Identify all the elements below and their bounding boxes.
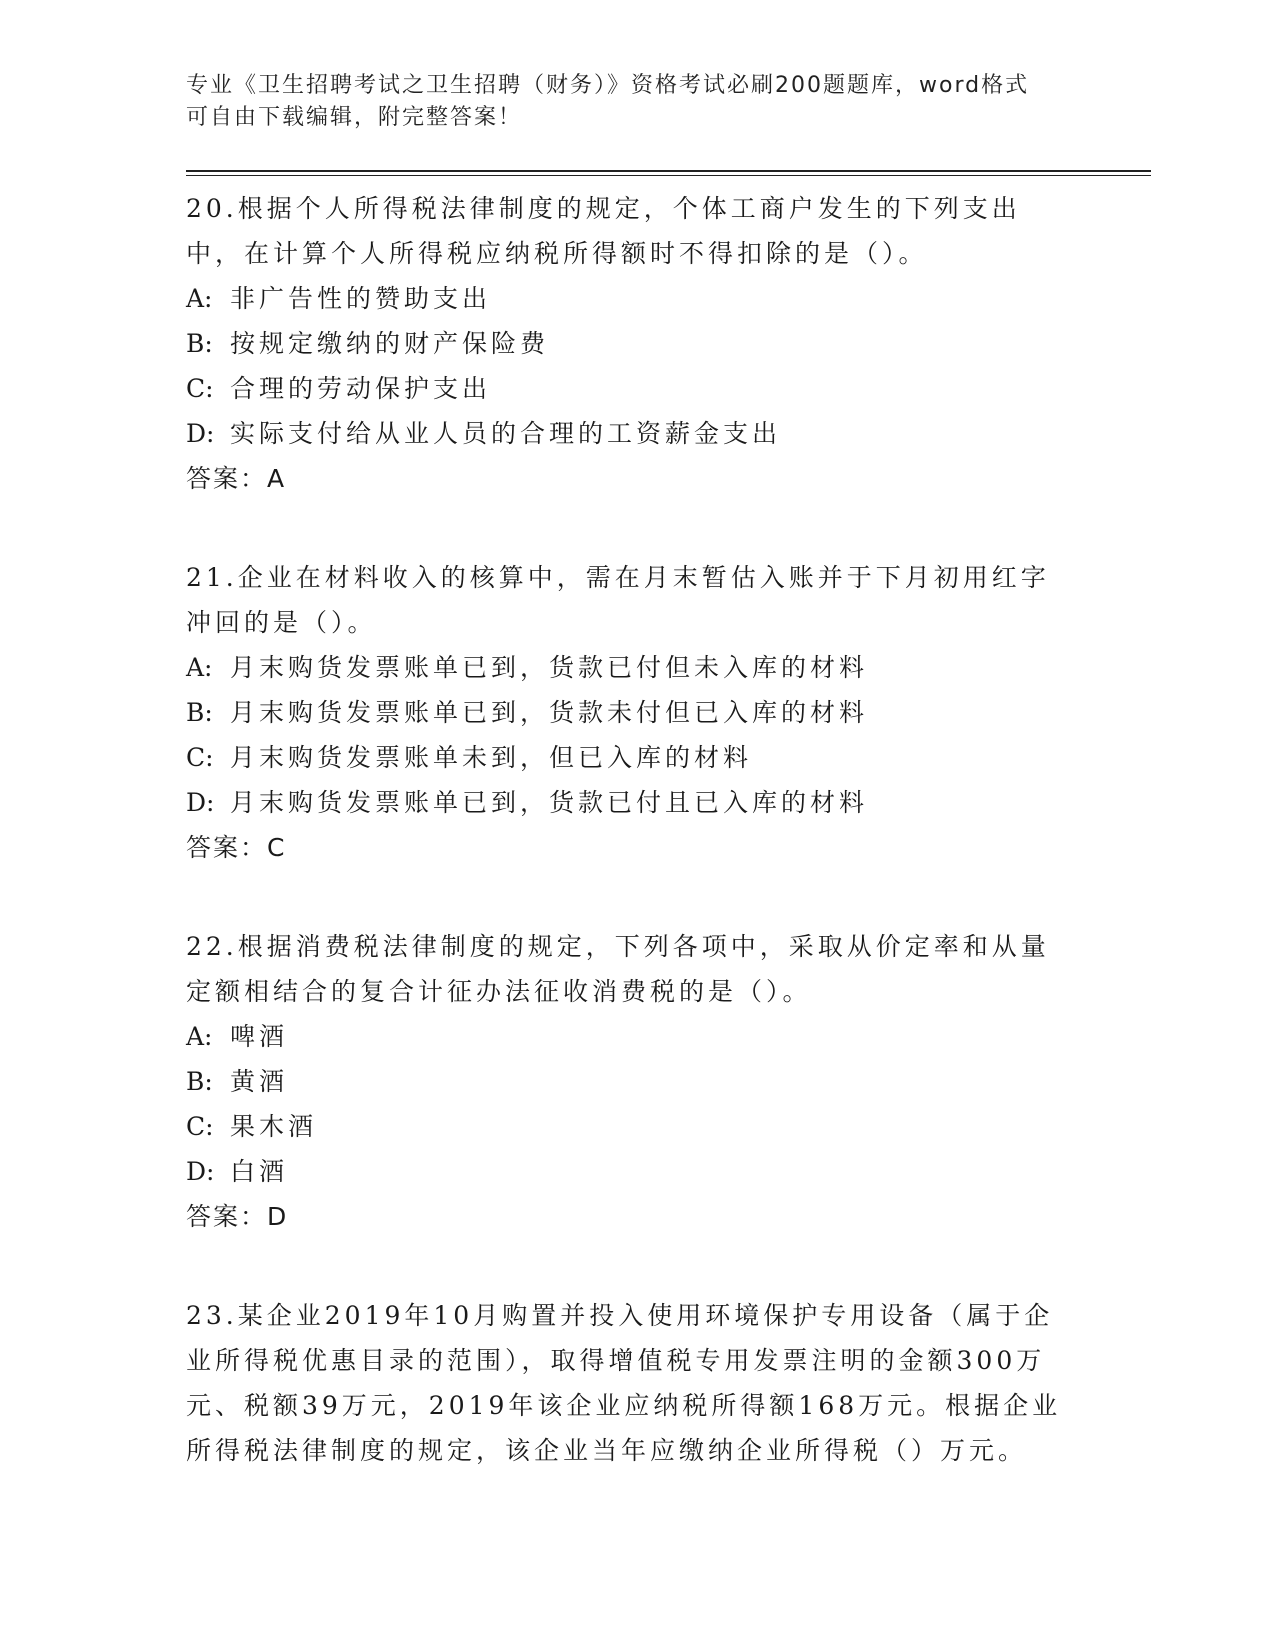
question-22 bbox=[186, 924, 1151, 1239]
option-text: 非广告性的赞助支出 bbox=[230, 284, 492, 313]
question-text: 22.根据消费税法律制度的规定，下列各项中，采取从价定率和从量定额相结合的复合计征办法征收消费税的是（）。 bbox=[186, 932, 1050, 1006]
option-text: 白酒 bbox=[230, 1157, 289, 1186]
option-d bbox=[186, 780, 1151, 825]
option-b bbox=[186, 321, 1151, 366]
option-text: 果木酒 bbox=[230, 1112, 318, 1141]
option-letter: A: bbox=[186, 284, 213, 313]
option-text: 月末购货发票账单已到，货款已付但未入库的材料 bbox=[230, 653, 869, 682]
question-list bbox=[186, 186, 1151, 1473]
question-text: 23.某企业2019年10月购置并投入使用环境保护专用设备（属于企业所得税优惠目录的范围），取得增值税专用发票注明的金额300万元、税额39万元，2019年该企业应纳税所得额168万元。根据企业所得税法律制度的规定，该企业当年应缴纳企业所得税（）万元。 bbox=[186, 1301, 1062, 1465]
document-page bbox=[186, 70, 1151, 1527]
option-b bbox=[186, 690, 1151, 735]
option-a bbox=[186, 645, 1151, 690]
option-letter: D: bbox=[186, 788, 215, 817]
option-text: 合理的劳动保护支出 bbox=[230, 374, 492, 403]
option-text: 月末购货发票账单已到，货款未付但已入库的材料 bbox=[230, 698, 869, 727]
option-d bbox=[186, 411, 1151, 456]
option-c bbox=[186, 735, 1151, 780]
option-letter: A: bbox=[186, 653, 213, 682]
option-letter: C: bbox=[186, 1112, 214, 1141]
option-letter: A: bbox=[186, 1022, 213, 1051]
option-letter: B: bbox=[186, 698, 213, 727]
answer-line: 答案：C bbox=[186, 833, 287, 862]
option-a bbox=[186, 1014, 1151, 1059]
option-letter: B: bbox=[186, 1067, 213, 1096]
question-20 bbox=[186, 186, 1151, 501]
answer-line: 答案：A bbox=[186, 464, 287, 493]
option-letter: D: bbox=[186, 1157, 215, 1186]
question-21 bbox=[186, 555, 1151, 870]
option-text: 按规定缴纳的财产保险费 bbox=[230, 329, 550, 358]
option-b bbox=[186, 1059, 1151, 1104]
question-text: 21.企业在材料收入的核算中，需在月末暂估入账并于下月初用红字冲回的是（）。 bbox=[186, 563, 1050, 637]
question-text: 20.根据个人所得税法律制度的规定，个体工商户发生的下列支出中，在计算个人所得税应纳税所得额时不得扣除的是（）。 bbox=[186, 194, 1021, 268]
document-header bbox=[186, 70, 1066, 134]
option-letter: B: bbox=[186, 329, 213, 358]
header-line-1: 专业《卫生招聘考试之卫生招聘（财务）》资格考试必刷200题题库，word格式 bbox=[186, 73, 1030, 98]
option-c bbox=[186, 366, 1151, 411]
option-text: 实际支付给从业人员的合理的工资薪金支出 bbox=[230, 419, 782, 448]
option-text: 月末购货发票账单已到，货款已付且已入库的材料 bbox=[230, 788, 869, 817]
option-letter: D: bbox=[186, 419, 215, 448]
option-text: 啤酒 bbox=[230, 1022, 289, 1051]
question-23 bbox=[186, 1293, 1151, 1473]
option-text: 月末购货发票账单未到，但已入库的材料 bbox=[230, 743, 753, 772]
option-d bbox=[186, 1149, 1151, 1194]
header-divider bbox=[186, 170, 1151, 176]
option-letter: C: bbox=[186, 374, 214, 403]
option-a bbox=[186, 276, 1151, 321]
option-c bbox=[186, 1104, 1151, 1149]
option-letter: C: bbox=[186, 743, 214, 772]
answer-line: 答案：D bbox=[186, 1202, 289, 1231]
header-line-2: 可自由下载编辑，附完整答案！ bbox=[186, 105, 523, 130]
option-text: 黄酒 bbox=[230, 1067, 289, 1096]
